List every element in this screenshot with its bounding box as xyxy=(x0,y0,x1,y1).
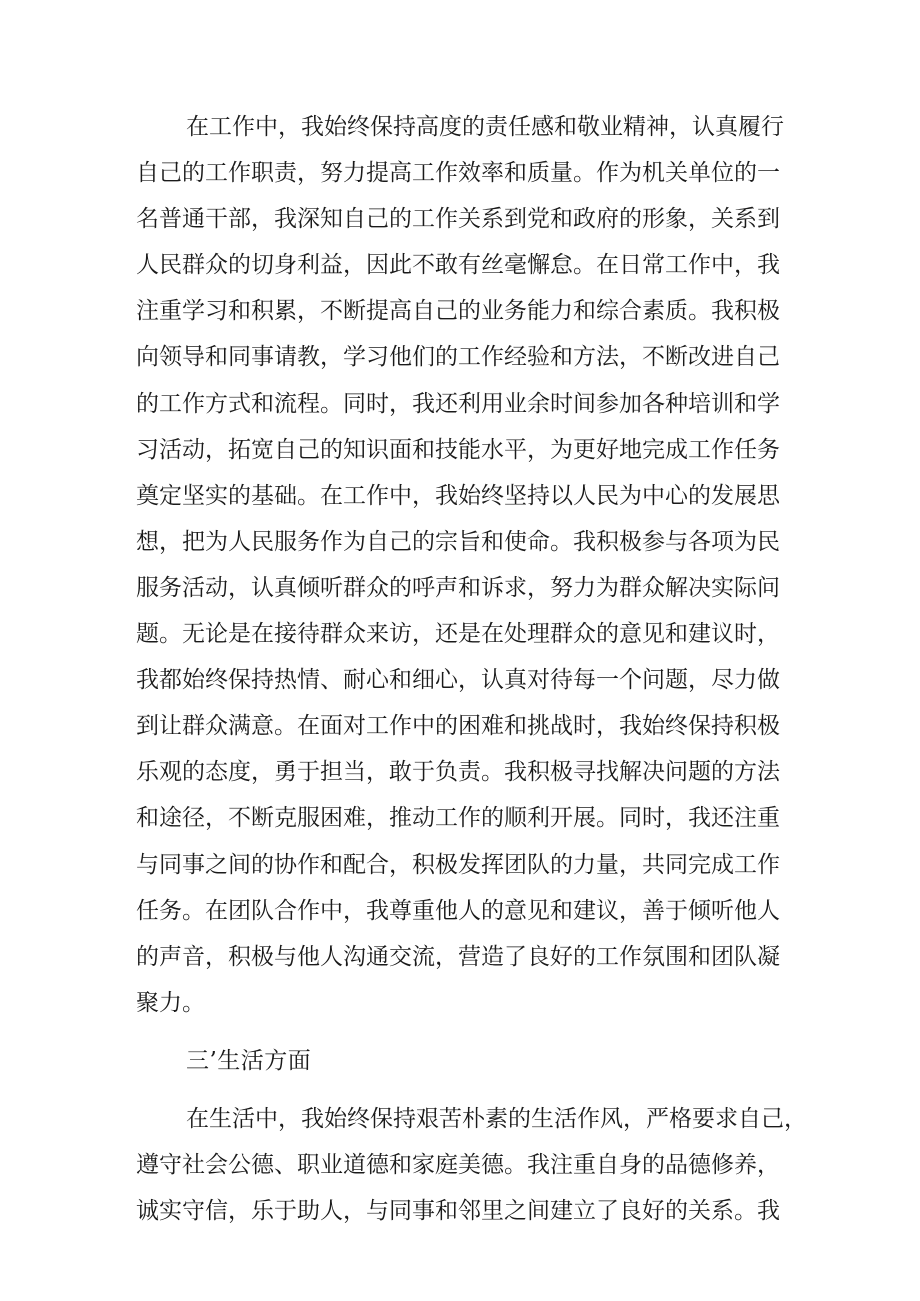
paragraph-line: 服务活动，认真倾听群众的呼声和诉求，努力为群众解决实际问 xyxy=(136,574,780,601)
paragraph-line: 在工作中，我始终保持高度的责任感和敬业精神，认真履行 xyxy=(186,114,784,140)
paragraph-line: 我都始终保持热情、耐心和细心，认真对待每一个问题，尽力做 xyxy=(136,667,780,694)
paragraph-line: 自己的工作职责，努力提高工作效率和质量。作为机关单位的一 xyxy=(136,160,780,187)
paragraph-line: 向领导和同事请教，学习他们的工作经验和方法，不断改进自己 xyxy=(136,344,780,371)
paragraph-line: 名普通干部，我深知自己的工作关系到党和政府的形象，关系到 xyxy=(136,206,780,233)
paragraph-line: 到让群众满意。在面对工作中的困难和挑战时，我始终保持积极 xyxy=(136,713,780,740)
paragraph-line: 诚实守信，乐于助人，与同事和邻里之间建立了良好的关系。我 xyxy=(136,1198,780,1225)
paragraph-line: 聚力。 xyxy=(136,989,205,1016)
paragraph-line: 习活动，拓宽自己的知识面和技能水平，为更好地完成工作任务 xyxy=(136,436,780,463)
paragraph-line: 的声音，积极与他人沟通交流，营造了良好的工作氛围和团队凝 xyxy=(136,943,780,970)
paragraph-line: 的工作方式和流程。同时，我还利用业余时间参加各种培训和学 xyxy=(136,390,780,417)
paragraph-work xyxy=(136,104,816,1026)
paragraph-spacer xyxy=(136,1026,816,1038)
paragraph-line: 任务。在团队合作中，我尊重他人的意见和建议，善于倾听他人 xyxy=(136,897,780,924)
paragraph-line: 奠定坚实的基础。在工作中，我始终坚持以人民为中心的发展思 xyxy=(136,482,780,509)
paragraph-line: 想，把为人民服务作为自己的宗旨和使命。我积极参与各项为民 xyxy=(136,528,780,555)
paragraph-line: 与同事之间的协作和配合，积极发挥团队的力量，共同完成工作 xyxy=(136,851,780,878)
paragraph-line: 注重学习和积累，不断提高自己的业务能力和综合素质。我积极 xyxy=(136,298,780,325)
paragraph-spacer xyxy=(136,1084,816,1096)
paragraph-line: 题。无论是在接待群众来访，还是在处理群众的意见和建议时， xyxy=(136,621,780,648)
paragraph-line: 人民群众的切身利益，因此不敢有丝毫懈怠。在日常工作中，我 xyxy=(136,252,780,279)
paragraph-line: 和途径，不断克服困难，推动工作的顺利开展。同时，我还注重 xyxy=(136,805,780,832)
paragraph-line: 在生活中，我始终保持艰苦朴素的生活作风，严格要求自己， xyxy=(186,1105,807,1132)
section-heading: 三’生活方面 xyxy=(186,1047,312,1074)
paragraph-line: 遵守社会公德、职业道德和家庭美德。我注重自身的品德修养， xyxy=(136,1152,780,1179)
paragraph-line: 乐观的态度，勇于担当，敢于负责。我积极寻找解决问题的方法 xyxy=(136,759,780,786)
document-body xyxy=(136,104,816,1234)
paragraph-life xyxy=(136,1096,816,1234)
